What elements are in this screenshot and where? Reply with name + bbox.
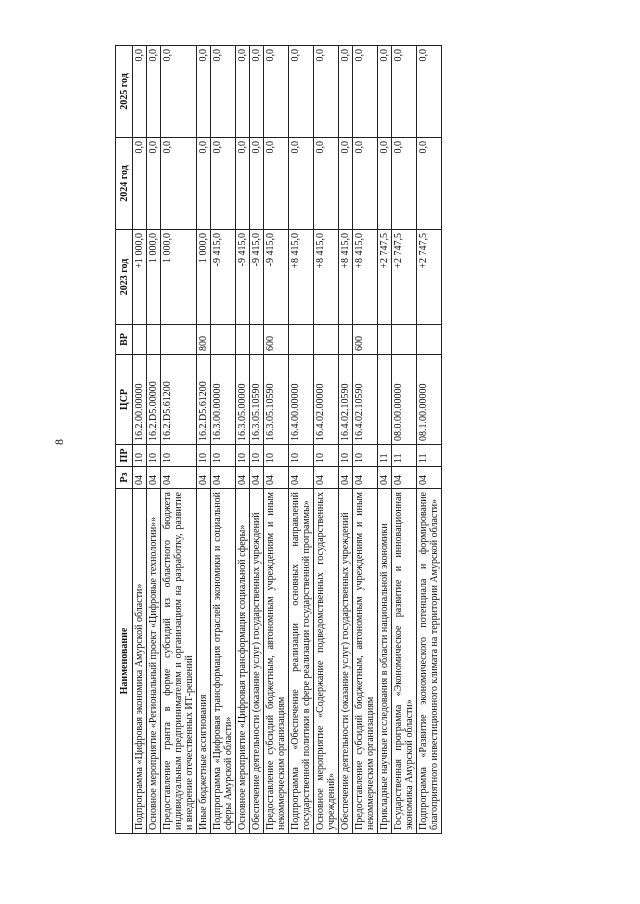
cell-2025: 0,0 xyxy=(264,46,289,138)
cell-pr: 10 xyxy=(289,445,314,467)
cell-csr: 16.2.D5.00000 xyxy=(147,355,161,445)
cell-2025: 0,0 xyxy=(236,46,250,138)
header-csr: ЦСР xyxy=(116,355,133,445)
cell-name: Подпрограмма «Развитие экономического потенциала и формирование благоприятного инвестиционного климата на территории Амурской области» xyxy=(417,489,442,834)
cell-pr: 10 xyxy=(250,445,264,467)
header-pr: ПР xyxy=(116,445,133,467)
cell-vr: 800 xyxy=(197,325,211,355)
cell-pr: 10 xyxy=(236,445,250,467)
table-row xyxy=(264,46,289,834)
cell-csr: 16.2.D5.61200 xyxy=(197,355,211,445)
cell-rz: 04 xyxy=(147,467,161,489)
cell-name: Предоставление субсидий бюджетным, автономным учреждениям и иным некоммерческим организациям xyxy=(353,489,378,834)
header-name: Наименование xyxy=(116,489,133,834)
cell-vr xyxy=(161,325,197,355)
cell-csr: 16.4.02.10590 xyxy=(339,355,353,445)
cell-pr: 10 xyxy=(353,445,378,467)
table-row xyxy=(197,46,211,834)
cell-2024: 0,0 xyxy=(250,138,264,230)
cell-2024: 0,0 xyxy=(264,138,289,230)
cell-rz: 04 xyxy=(161,467,197,489)
cell-csr: 16.3.05.00000 xyxy=(236,355,250,445)
cell-pr: 10 xyxy=(264,445,289,467)
cell-2024: 0,0 xyxy=(392,138,417,230)
cell-name: Обеспечение деятельности (оказание услуг) государственных учреждений xyxy=(250,489,264,834)
cell-rz: 04 xyxy=(250,467,264,489)
header-vr: ВР xyxy=(116,325,133,355)
cell-2023: +2 747,5 xyxy=(392,230,417,325)
cell-vr xyxy=(392,325,417,355)
cell-name: Обеспечение деятельности (оказание услуг) государственных учреждений xyxy=(339,489,353,834)
cell-2024: 0,0 xyxy=(133,138,147,230)
table-row xyxy=(378,46,392,834)
cell-name: Подпрограмма «Цифровая экономика Амурской области» xyxy=(133,489,147,834)
table-row xyxy=(161,46,197,834)
cell-2024: 0,0 xyxy=(289,138,314,230)
cell-vr: 600 xyxy=(264,325,289,355)
header-rz: Рз xyxy=(116,467,133,489)
cell-name: Государственная программа «Экономическое развитие и инновационная экономика Амурской области» xyxy=(392,489,417,834)
cell-2023: +8 415,0 xyxy=(339,230,353,325)
cell-rz: 04 xyxy=(353,467,378,489)
cell-pr: 10 xyxy=(314,445,339,467)
cell-2025: 0,0 xyxy=(392,46,417,138)
rotated-table-container xyxy=(115,46,535,834)
cell-csr: 16.2.D5.61200 xyxy=(161,355,197,445)
cell-csr: 16.2.00.00000 xyxy=(133,355,147,445)
cell-vr xyxy=(133,325,147,355)
cell-name: Предоставление гранта в форме субсидий из областного бюджета индивидуальным предпринимателям и организациям на разработку, развитие и внедрение отечественных ИТ-решений xyxy=(161,489,197,834)
cell-2024: 0,0 xyxy=(339,138,353,230)
cell-pr: 10 xyxy=(161,445,197,467)
cell-2025: 0,0 xyxy=(339,46,353,138)
cell-rz: 04 xyxy=(392,467,417,489)
table-row xyxy=(133,46,147,834)
header-2023: 2023 год xyxy=(116,230,133,325)
cell-2023: 1 000,0 xyxy=(147,230,161,325)
cell-name: Подпрограмма «Обеспечение реализации основных направлений государственной политики в сфере реализации государственной программы» xyxy=(289,489,314,834)
cell-rz: 04 xyxy=(197,467,211,489)
cell-pr: 10 xyxy=(147,445,161,467)
cell-rz: 04 xyxy=(314,467,339,489)
cell-csr: 16.3.05.10590 xyxy=(264,355,289,445)
cell-2024: 0,0 xyxy=(417,138,442,230)
cell-rz: 04 xyxy=(211,467,236,489)
cell-2025: 0,0 xyxy=(378,46,392,138)
cell-2025: 0,0 xyxy=(289,46,314,138)
cell-vr xyxy=(236,325,250,355)
table-row xyxy=(339,46,353,834)
budget-table xyxy=(115,45,442,834)
table-row xyxy=(314,46,339,834)
cell-2023: -9 415,0 xyxy=(264,230,289,325)
cell-2023: 1 000,0 xyxy=(197,230,211,325)
cell-2024: 0,0 xyxy=(197,138,211,230)
cell-csr: 16.3.05.10590 xyxy=(250,355,264,445)
cell-rz: 04 xyxy=(236,467,250,489)
cell-vr xyxy=(289,325,314,355)
cell-rz: 04 xyxy=(289,467,314,489)
cell-name: Иные бюджетные ассигнования xyxy=(197,489,211,834)
header-2024: 2024 год xyxy=(116,138,133,230)
page-number: 8 xyxy=(52,439,66,445)
cell-vr xyxy=(250,325,264,355)
cell-pr: 10 xyxy=(197,445,211,467)
cell-vr: 600 xyxy=(353,325,378,355)
table-row xyxy=(236,46,250,834)
cell-name: Прикладные научные исследования в области национальной экономики xyxy=(378,489,392,834)
cell-2025: 0,0 xyxy=(314,46,339,138)
cell-2025: 0,0 xyxy=(133,46,147,138)
cell-vr xyxy=(378,325,392,355)
table-row xyxy=(353,46,378,834)
cell-name: Основное мероприятие «Цифровая трансформация социальной сферы» xyxy=(236,489,250,834)
cell-2024: 0,0 xyxy=(236,138,250,230)
cell-2024: 0,0 xyxy=(378,138,392,230)
table-row xyxy=(289,46,314,834)
cell-rz: 04 xyxy=(378,467,392,489)
cell-2023: +8 415,0 xyxy=(289,230,314,325)
cell-vr xyxy=(314,325,339,355)
table-row xyxy=(211,46,236,834)
table-row xyxy=(250,46,264,834)
cell-pr: 11 xyxy=(392,445,417,467)
cell-pr: 10 xyxy=(133,445,147,467)
cell-2023: -9 415,0 xyxy=(250,230,264,325)
cell-2024: 0,0 xyxy=(353,138,378,230)
cell-csr: 16.4.02.10590 xyxy=(353,355,378,445)
cell-csr: 16.4.00.00000 xyxy=(289,355,314,445)
cell-csr: 08.0.00.00000 xyxy=(392,355,417,445)
cell-vr xyxy=(147,325,161,355)
cell-name: Основное мероприятие «Региональный проект «Цифровые технологии»» xyxy=(147,489,161,834)
cell-2023: -9 415,0 xyxy=(211,230,236,325)
cell-2023: +2 747,5 xyxy=(417,230,442,325)
cell-rz: 04 xyxy=(339,467,353,489)
cell-2024: 0,0 xyxy=(314,138,339,230)
cell-2025: 0,0 xyxy=(211,46,236,138)
cell-csr: 16.3.00.00000 xyxy=(211,355,236,445)
cell-2025: 0,0 xyxy=(417,46,442,138)
cell-2025: 0,0 xyxy=(197,46,211,138)
table-header-row xyxy=(116,46,133,834)
cell-2025: 0,0 xyxy=(147,46,161,138)
table-row xyxy=(392,46,417,834)
cell-pr: 10 xyxy=(339,445,353,467)
cell-csr: 16.4.02.00000 xyxy=(314,355,339,445)
cell-2023: +8 415,0 xyxy=(353,230,378,325)
cell-name: Подпрограмма «Цифровая трансформация отраслей экономики и социальной сферы Амурской области» xyxy=(211,489,236,834)
table-body xyxy=(133,46,442,834)
table-row xyxy=(147,46,161,834)
cell-2025: 0,0 xyxy=(161,46,197,138)
cell-2024: 0,0 xyxy=(211,138,236,230)
cell-rz: 04 xyxy=(417,467,442,489)
cell-2023: +1 000,0 xyxy=(133,230,147,325)
cell-vr xyxy=(417,325,442,355)
cell-pr: 10 xyxy=(211,445,236,467)
table-row xyxy=(417,46,442,834)
cell-2023: +8 415,0 xyxy=(314,230,339,325)
cell-2023: -9 415,0 xyxy=(236,230,250,325)
cell-pr: 11 xyxy=(417,445,442,467)
cell-csr xyxy=(378,355,392,445)
cell-vr xyxy=(211,325,236,355)
cell-2025: 0,0 xyxy=(353,46,378,138)
cell-rz: 04 xyxy=(133,467,147,489)
cell-name: Основное мероприятие «Содержание подведомственных государственных учреждений» xyxy=(314,489,339,834)
cell-2025: 0,0 xyxy=(250,46,264,138)
header-2025: 2025 год xyxy=(116,46,133,138)
cell-2023: +2 747,5 xyxy=(378,230,392,325)
cell-name: Предоставление субсидий бюджетным, автономным учреждениям и иным некоммерческим организациям xyxy=(264,489,289,834)
cell-2024: 0,0 xyxy=(147,138,161,230)
cell-2023: 1 000,0 xyxy=(161,230,197,325)
cell-csr: 08.1.00.00000 xyxy=(417,355,442,445)
cell-pr: 11 xyxy=(378,445,392,467)
cell-2024: 0,0 xyxy=(161,138,197,230)
cell-rz: 04 xyxy=(264,467,289,489)
cell-vr xyxy=(339,325,353,355)
